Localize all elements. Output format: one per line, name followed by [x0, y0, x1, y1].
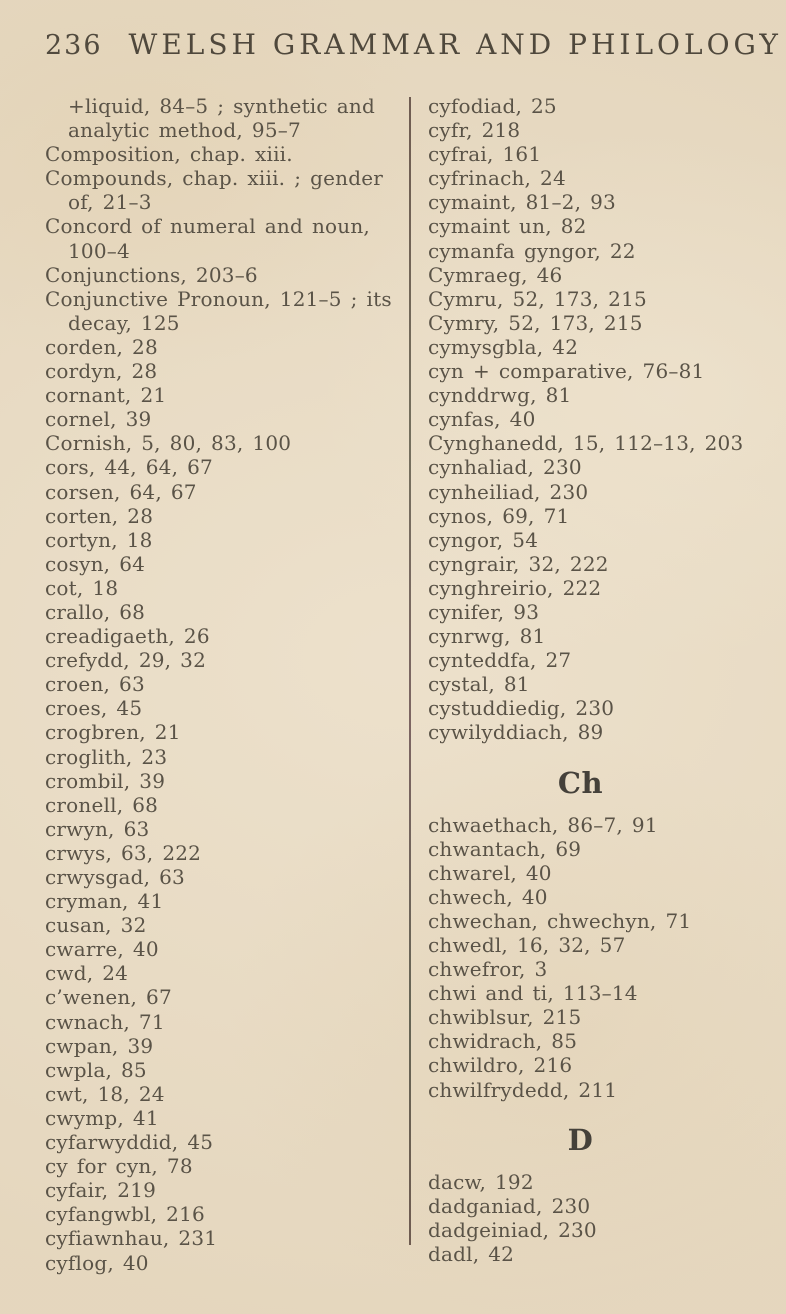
- index-entry-line: cy for cyn, 78: [45, 1154, 193, 1179]
- index-entry-line: cynghreirio, 222: [428, 575, 602, 600]
- index-entry-line: cystuddiedig, 230: [428, 696, 615, 721]
- index-entry-line: cyfiawnhau, 231: [45, 1226, 218, 1251]
- index-entry-line: chwildro, 216: [428, 1053, 573, 1078]
- index-entry-line: cwpan, 39: [45, 1033, 154, 1058]
- index-entry-line: cwymp, 41: [45, 1105, 159, 1130]
- index-entry-line: chwiblsur, 215: [428, 1005, 582, 1030]
- index-entry-line: cynos, 69, 71: [428, 503, 570, 528]
- index-entry-line: corden, 28: [45, 334, 158, 359]
- index-entry-line: cyfarwyddid, 45: [45, 1130, 214, 1155]
- index-entry-line: +liquid, 84–5 ; synthetic and: [68, 94, 375, 118]
- index-entry-line: cwnach, 71: [45, 1009, 165, 1034]
- index-entry-line: cyfrinach, 24: [428, 166, 566, 191]
- index-entry-line: Cymry, 52, 173, 215: [428, 310, 643, 335]
- index-entry-line: cwt, 18, 24: [45, 1081, 165, 1106]
- index-entry-line: Cornish, 5, 80, 83, 100: [45, 431, 292, 456]
- index-entry-line: analytic method, 95–7: [68, 118, 301, 143]
- index-entry-line: of, 21–3: [68, 190, 152, 215]
- left-column: [45, 94, 407, 1275]
- page-title: WELSH GRAMMAR AND PHILOLOGY: [128, 28, 782, 61]
- index-entry-line: chwidrach, 85: [428, 1029, 578, 1054]
- index-entry-line: 100–4: [68, 238, 130, 263]
- index-entry-line: corsen, 64, 67: [45, 479, 197, 504]
- index-entry-line: dadgeiniad, 230: [428, 1217, 597, 1242]
- index-entry-line: chwedl, 16, 32, 57: [428, 933, 626, 957]
- index-entry-line: chwi and ti, 113–14: [428, 981, 638, 1006]
- index-entry-line: dacw, 192: [428, 1169, 534, 1194]
- index-entry-line: cystal, 81: [428, 672, 530, 697]
- column-divider: [409, 97, 411, 1245]
- index-entry-line: dadganiad, 230: [428, 1193, 591, 1218]
- index-entry-line: cosyn, 64: [45, 551, 146, 576]
- index-entry-line: cyn + comparative, 76–81: [428, 359, 705, 384]
- index-entry-line: cymaint, 81–2, 93: [428, 190, 616, 215]
- index-entry-line: croes, 45: [45, 696, 143, 721]
- index-entry-line: Cynghanedd, 15, 112–13, 203: [428, 431, 744, 456]
- index-entry-line: cymanfa gyngor, 22: [428, 238, 636, 263]
- index-entry-line: cyfangwbl, 216: [45, 1202, 205, 1227]
- index-entry-line: croglith, 23: [45, 744, 168, 769]
- index-entry-line: cyfrai, 161: [428, 142, 542, 167]
- section-heading: D: [567, 1122, 594, 1157]
- index-entry-line: Composition, chap. xiii.: [45, 142, 293, 167]
- index-entry-line: cymysgbla, 42: [428, 334, 579, 359]
- index-entry-line: chwantach, 69: [428, 836, 582, 861]
- index-entry-line: c’wenen, 67: [45, 985, 172, 1010]
- index-entry-line: cortyn, 18: [45, 527, 153, 552]
- index-entry-line: crwys, 63, 222: [45, 840, 202, 865]
- index-entry-line: cronell, 68: [45, 792, 159, 817]
- index-entry-line: cwpla, 85: [45, 1057, 147, 1082]
- index-entry-line: cyngor, 54: [428, 527, 539, 552]
- index-entry-line: cryman, 41: [45, 889, 164, 914]
- index-entry-line: chwarel, 40: [428, 860, 552, 885]
- index-entry-line: cot, 18: [45, 575, 119, 600]
- index-entry-line: Compounds, chap. xiii. ; gender: [45, 166, 384, 191]
- index-entry-line: cwarre, 40: [45, 937, 159, 962]
- index-columns: [0, 94, 786, 1314]
- index-entry-line: cynhaliad, 230: [428, 455, 582, 480]
- index-entry-line: crefydd, 29, 32: [45, 648, 207, 673]
- index-entry-line: crombil, 39: [45, 768, 166, 793]
- index-entry-line: corten, 28: [45, 503, 154, 528]
- index-entry-line: chwaethach, 86–7, 91: [428, 812, 658, 837]
- index-entry-line: cynfas, 40: [428, 407, 536, 432]
- index-entry-line: cyfodiad, 25: [428, 94, 557, 118]
- page-number: 236: [45, 30, 103, 61]
- index-entry-line: cynddrwg, 81: [428, 383, 572, 408]
- index-entry-line: cornel, 39: [45, 407, 152, 432]
- index-entry-line: cornant, 21: [45, 383, 167, 408]
- index-entry-line: chwechan, chwechyn, 71: [428, 908, 692, 933]
- index-entry-line: Conjunctive Pronoun, 121–5 ; its: [45, 286, 392, 311]
- index-entry-line: chwefror, 3: [428, 957, 548, 982]
- index-entry-line: cors, 44, 64, 67: [45, 455, 213, 480]
- index-entry-line: dadl, 42: [428, 1241, 515, 1266]
- index-entry-line: cymaint un, 82: [428, 214, 587, 239]
- page-header: [45, 28, 782, 61]
- index-entry-line: crwysgad, 63: [45, 865, 185, 889]
- index-entry-line: Cymru, 52, 173, 215: [428, 286, 647, 311]
- index-entry-line: cusan, 32: [45, 913, 147, 938]
- index-entry-line: crwyn, 63: [45, 816, 150, 841]
- index-entry-line: cwd, 24: [45, 961, 129, 986]
- index-entry-line: Cymraeg, 46: [428, 262, 563, 287]
- index-entry-line: croen, 63: [45, 672, 145, 697]
- index-entry-line: chwech, 40: [428, 884, 548, 909]
- section-heading: Ch: [557, 765, 604, 800]
- index-entry-line: chwilfrydedd, 211: [428, 1077, 618, 1102]
- index-entry-line: creadigaeth, 26: [45, 624, 210, 649]
- index-entry-line: decay, 125: [68, 310, 180, 335]
- index-entry-line: Conjunctions, 203–6: [45, 262, 258, 287]
- right-column: [428, 94, 773, 1266]
- index-entry-line: cyfair, 219: [45, 1178, 157, 1203]
- index-entry-line: cynheiliad, 230: [428, 479, 589, 504]
- index-entry-line: Concord of numeral and noun,: [45, 214, 370, 239]
- index-entry-line: cynifer, 93: [428, 599, 540, 624]
- index-entry-line: cywilyddiach, 89: [428, 720, 604, 745]
- index-entry-line: cyfr, 218: [428, 118, 521, 143]
- index-entry-line: cyngrair, 32, 222: [428, 551, 609, 576]
- index-entry-line: crallo, 68: [45, 599, 146, 624]
- index-entry-line: cyflog, 40: [45, 1250, 149, 1275]
- index-entry-line: cordyn, 28: [45, 359, 158, 384]
- index-entry-line: cynteddfa, 27: [428, 648, 572, 673]
- index-entry-line: cynrwg, 81: [428, 624, 546, 649]
- index-entry-line: crogbren, 21: [45, 720, 181, 745]
